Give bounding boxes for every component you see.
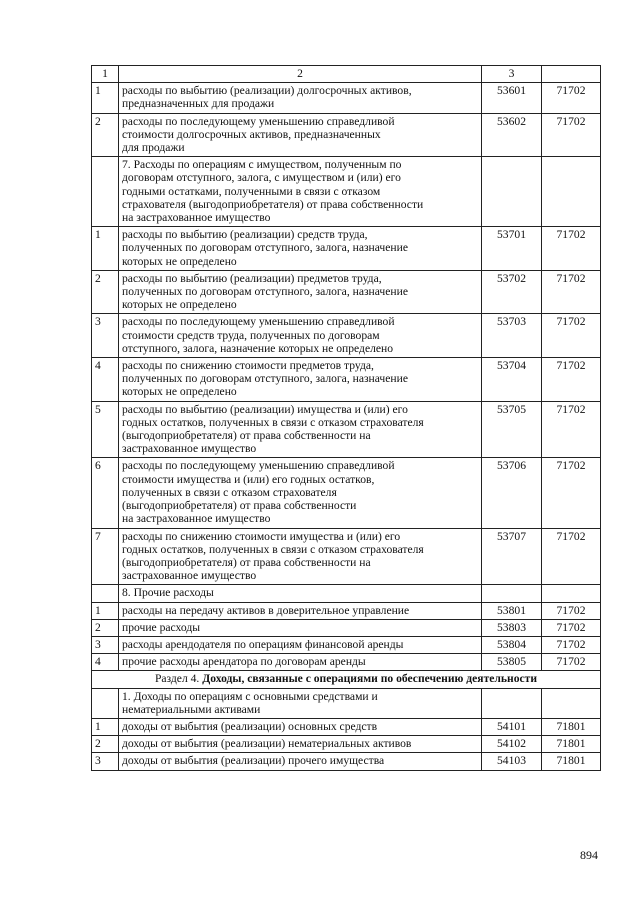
- description-line: для продажи: [122, 141, 185, 155]
- symbol-code: 53801: [482, 602, 542, 619]
- row-description: [119, 602, 482, 619]
- account-number: 71702: [542, 401, 601, 458]
- description-line: доходы от выбытия (реализации) нематериальных активов: [122, 737, 412, 751]
- description-line: страхователя (выгодоприобретателя) от права собственности: [122, 197, 424, 211]
- symbol-code: 53702: [482, 270, 542, 314]
- account-number: 71801: [542, 718, 601, 735]
- account-number: 71702: [542, 83, 601, 113]
- symbol-code: 53805: [482, 654, 542, 671]
- description-line: расходы по выбытию (реализации) средств труда,: [122, 228, 368, 242]
- symbol-code: 54103: [482, 753, 542, 770]
- symbol-code: 54101: [482, 718, 542, 735]
- symbol-code: 53803: [482, 619, 542, 636]
- description-line: полученных по договорам отступного, залога, назначение: [122, 241, 408, 255]
- table-row: [92, 401, 601, 458]
- account-number: 71702: [542, 458, 601, 528]
- description-line: предназначенных для продажи: [122, 97, 275, 111]
- group-row: [92, 585, 601, 602]
- symbol-code: [482, 688, 542, 718]
- description-line: доходы от выбытия (реализации) основных средств: [122, 719, 378, 733]
- description-line: которых не определено: [122, 254, 237, 268]
- description-line: полученных по договорам отступного, залога, назначение: [122, 372, 408, 386]
- group-row: [92, 157, 601, 227]
- account-number: 71702: [542, 619, 601, 636]
- row-number: 1: [92, 227, 119, 271]
- symbol-code: 53705: [482, 401, 542, 458]
- description-line: расходы арендодателя по операциям финансовой аренды: [122, 637, 404, 651]
- row-number: 1: [92, 718, 119, 735]
- row-description: [119, 270, 482, 314]
- description-line: полученных по договорам отступного, залога, назначение: [122, 285, 408, 299]
- row-description: [119, 401, 482, 458]
- symbol-code: 53707: [482, 528, 542, 585]
- row-number: [92, 157, 119, 227]
- description-line: 1. Доходы по операциям с основными средствами и: [122, 689, 378, 703]
- row-number: 3: [92, 753, 119, 770]
- symbol-code: 53602: [482, 113, 542, 157]
- description-line: расходы по снижению стоимости имущества и (или) его: [122, 529, 401, 543]
- header-col-2: 2: [119, 66, 482, 83]
- row-description: [119, 458, 482, 528]
- symbol-code: [482, 157, 542, 227]
- accounts-table: [91, 65, 601, 771]
- description-line: прочие расходы арендатора по договорам аренды: [122, 655, 366, 669]
- description-line: (выгодоприобретателя) от права собственности на: [122, 429, 371, 443]
- symbol-code: 53804: [482, 636, 542, 653]
- description-line: договорам отступного, залога, с имуществом и (или) его: [122, 171, 401, 185]
- table-header-row: [92, 66, 601, 83]
- row-description: [119, 753, 482, 770]
- description-line: (выгодоприобретателя) от права собственности на: [122, 555, 371, 569]
- description-line: стоимости средств труда, полученных по договорам: [122, 328, 380, 342]
- account-number: 71702: [542, 654, 601, 671]
- table-row: [92, 602, 601, 619]
- group-heading: [119, 157, 482, 227]
- table-row: [92, 83, 601, 113]
- row-number: 4: [92, 654, 119, 671]
- description-line: на застрахованное имущество: [122, 211, 271, 225]
- description-line: которых не определено: [122, 385, 237, 399]
- row-number: 2: [92, 736, 119, 753]
- description-line: отступного, залога, назначение которых не определено: [122, 341, 394, 355]
- description-line: годными остатками, полученными в связи с отказом: [122, 184, 381, 198]
- description-line: прочие расходы: [122, 620, 201, 634]
- table-row: [92, 227, 601, 271]
- symbol-code: 53701: [482, 227, 542, 271]
- description-line: стоимости имущества и (или) его годных остатков,: [122, 472, 375, 486]
- description-line: расходы по выбытию (реализации) предметов труда,: [122, 271, 382, 285]
- symbol-code: 53704: [482, 358, 542, 402]
- description-line: расходы по последующему уменьшению справедливой: [122, 315, 395, 329]
- section-row: [92, 671, 601, 688]
- table-row: [92, 654, 601, 671]
- header-col-3: 3: [482, 66, 542, 83]
- account-number: 71702: [542, 636, 601, 653]
- account-number: 71702: [542, 113, 601, 157]
- symbol-code: 53703: [482, 314, 542, 358]
- row-number: [92, 688, 119, 718]
- row-description: [119, 736, 482, 753]
- account-number: 71702: [542, 270, 601, 314]
- description-line: (выгодоприобретателя) от права собственности: [122, 499, 357, 513]
- table-row: [92, 636, 601, 653]
- description-line: расходы по последующему уменьшению справедливой: [122, 459, 395, 473]
- row-number: 3: [92, 314, 119, 358]
- row-number: 7: [92, 528, 119, 585]
- row-number: 1: [92, 83, 119, 113]
- section-prefix: Раздел 4.: [154, 672, 203, 686]
- table-row: [92, 314, 601, 358]
- row-number: 6: [92, 458, 119, 528]
- row-number: 2: [92, 619, 119, 636]
- description-line: застрахованное имущество: [122, 442, 257, 456]
- symbol-code: 53601: [482, 83, 542, 113]
- header-col-1: 1: [92, 66, 119, 83]
- header-col-4: [542, 66, 601, 83]
- account-number: 71801: [542, 736, 601, 753]
- page-number: 894: [580, 848, 598, 862]
- description-line: расходы по выбытию (реализации) имущества и (или) его: [122, 402, 408, 416]
- section-title-cell: [92, 671, 601, 688]
- group-heading: [119, 688, 482, 718]
- symbol-code: 54102: [482, 736, 542, 753]
- account-number: 71702: [542, 227, 601, 271]
- account-number: 71801: [542, 753, 601, 770]
- row-description: [119, 227, 482, 271]
- description-line: стоимости долгосрочных активов, предназначенных: [122, 127, 381, 141]
- row-number: 1: [92, 602, 119, 619]
- description-line: на застрахованное имущество: [122, 512, 271, 526]
- description-line: 8. Прочие расходы: [122, 586, 214, 600]
- table-row: [92, 528, 601, 585]
- account-number: 71702: [542, 314, 601, 358]
- table-row: [92, 718, 601, 735]
- table-row: [92, 619, 601, 636]
- account-number: [542, 585, 601, 602]
- row-description: [119, 636, 482, 653]
- description-line: застрахованное имущество: [122, 569, 257, 583]
- row-description: [119, 619, 482, 636]
- table-row: [92, 358, 601, 402]
- description-line: полученных в связи с отказом страхователя: [122, 485, 337, 499]
- row-number: [92, 585, 119, 602]
- row-description: [119, 718, 482, 735]
- row-description: [119, 358, 482, 402]
- table-row: [92, 458, 601, 528]
- account-number: 71702: [542, 358, 601, 402]
- group-heading: [119, 585, 482, 602]
- description-line: расходы по последующему уменьшению справедливой: [122, 114, 395, 128]
- row-number: 2: [92, 270, 119, 314]
- row-description: [119, 83, 482, 113]
- accounts-table-body: [92, 66, 601, 771]
- symbol-code: 53706: [482, 458, 542, 528]
- description-line: доходы от выбытия (реализации) прочего имущества: [122, 754, 385, 768]
- table-row: [92, 270, 601, 314]
- description-line: которых не определено: [122, 298, 237, 312]
- description-line: расходы по снижению стоимости предметов труда,: [122, 359, 374, 373]
- row-number: 2: [92, 113, 119, 157]
- account-number: [542, 157, 601, 227]
- description-line: 7. Расходы по операциям с имуществом, полученным по: [122, 158, 402, 172]
- table-row: [92, 113, 601, 157]
- account-number: [542, 688, 601, 718]
- row-number: 4: [92, 358, 119, 402]
- group-row: [92, 688, 601, 718]
- row-number: 3: [92, 636, 119, 653]
- description-line: годных остатков, полученных в связи с отказом страхователя: [122, 542, 424, 556]
- account-number: 71702: [542, 528, 601, 585]
- row-description: [119, 113, 482, 157]
- row-description: [119, 314, 482, 358]
- description-line: нематериальными активами: [122, 702, 261, 716]
- table-row: [92, 753, 601, 770]
- section-title: Доходы, связанные с операциями по обеспечению деятельности: [202, 672, 538, 686]
- account-number: 71702: [542, 602, 601, 619]
- table-row: [92, 736, 601, 753]
- row-number: 5: [92, 401, 119, 458]
- description-line: годных остатков, полученных в связи с отказом страхователя: [122, 415, 424, 429]
- description-line: расходы по выбытию (реализации) долгосрочных активов,: [122, 84, 412, 98]
- row-description: [119, 654, 482, 671]
- row-description: [119, 528, 482, 585]
- symbol-code: [482, 585, 542, 602]
- description-line: расходы на передачу активов в доверительное управление: [122, 603, 410, 617]
